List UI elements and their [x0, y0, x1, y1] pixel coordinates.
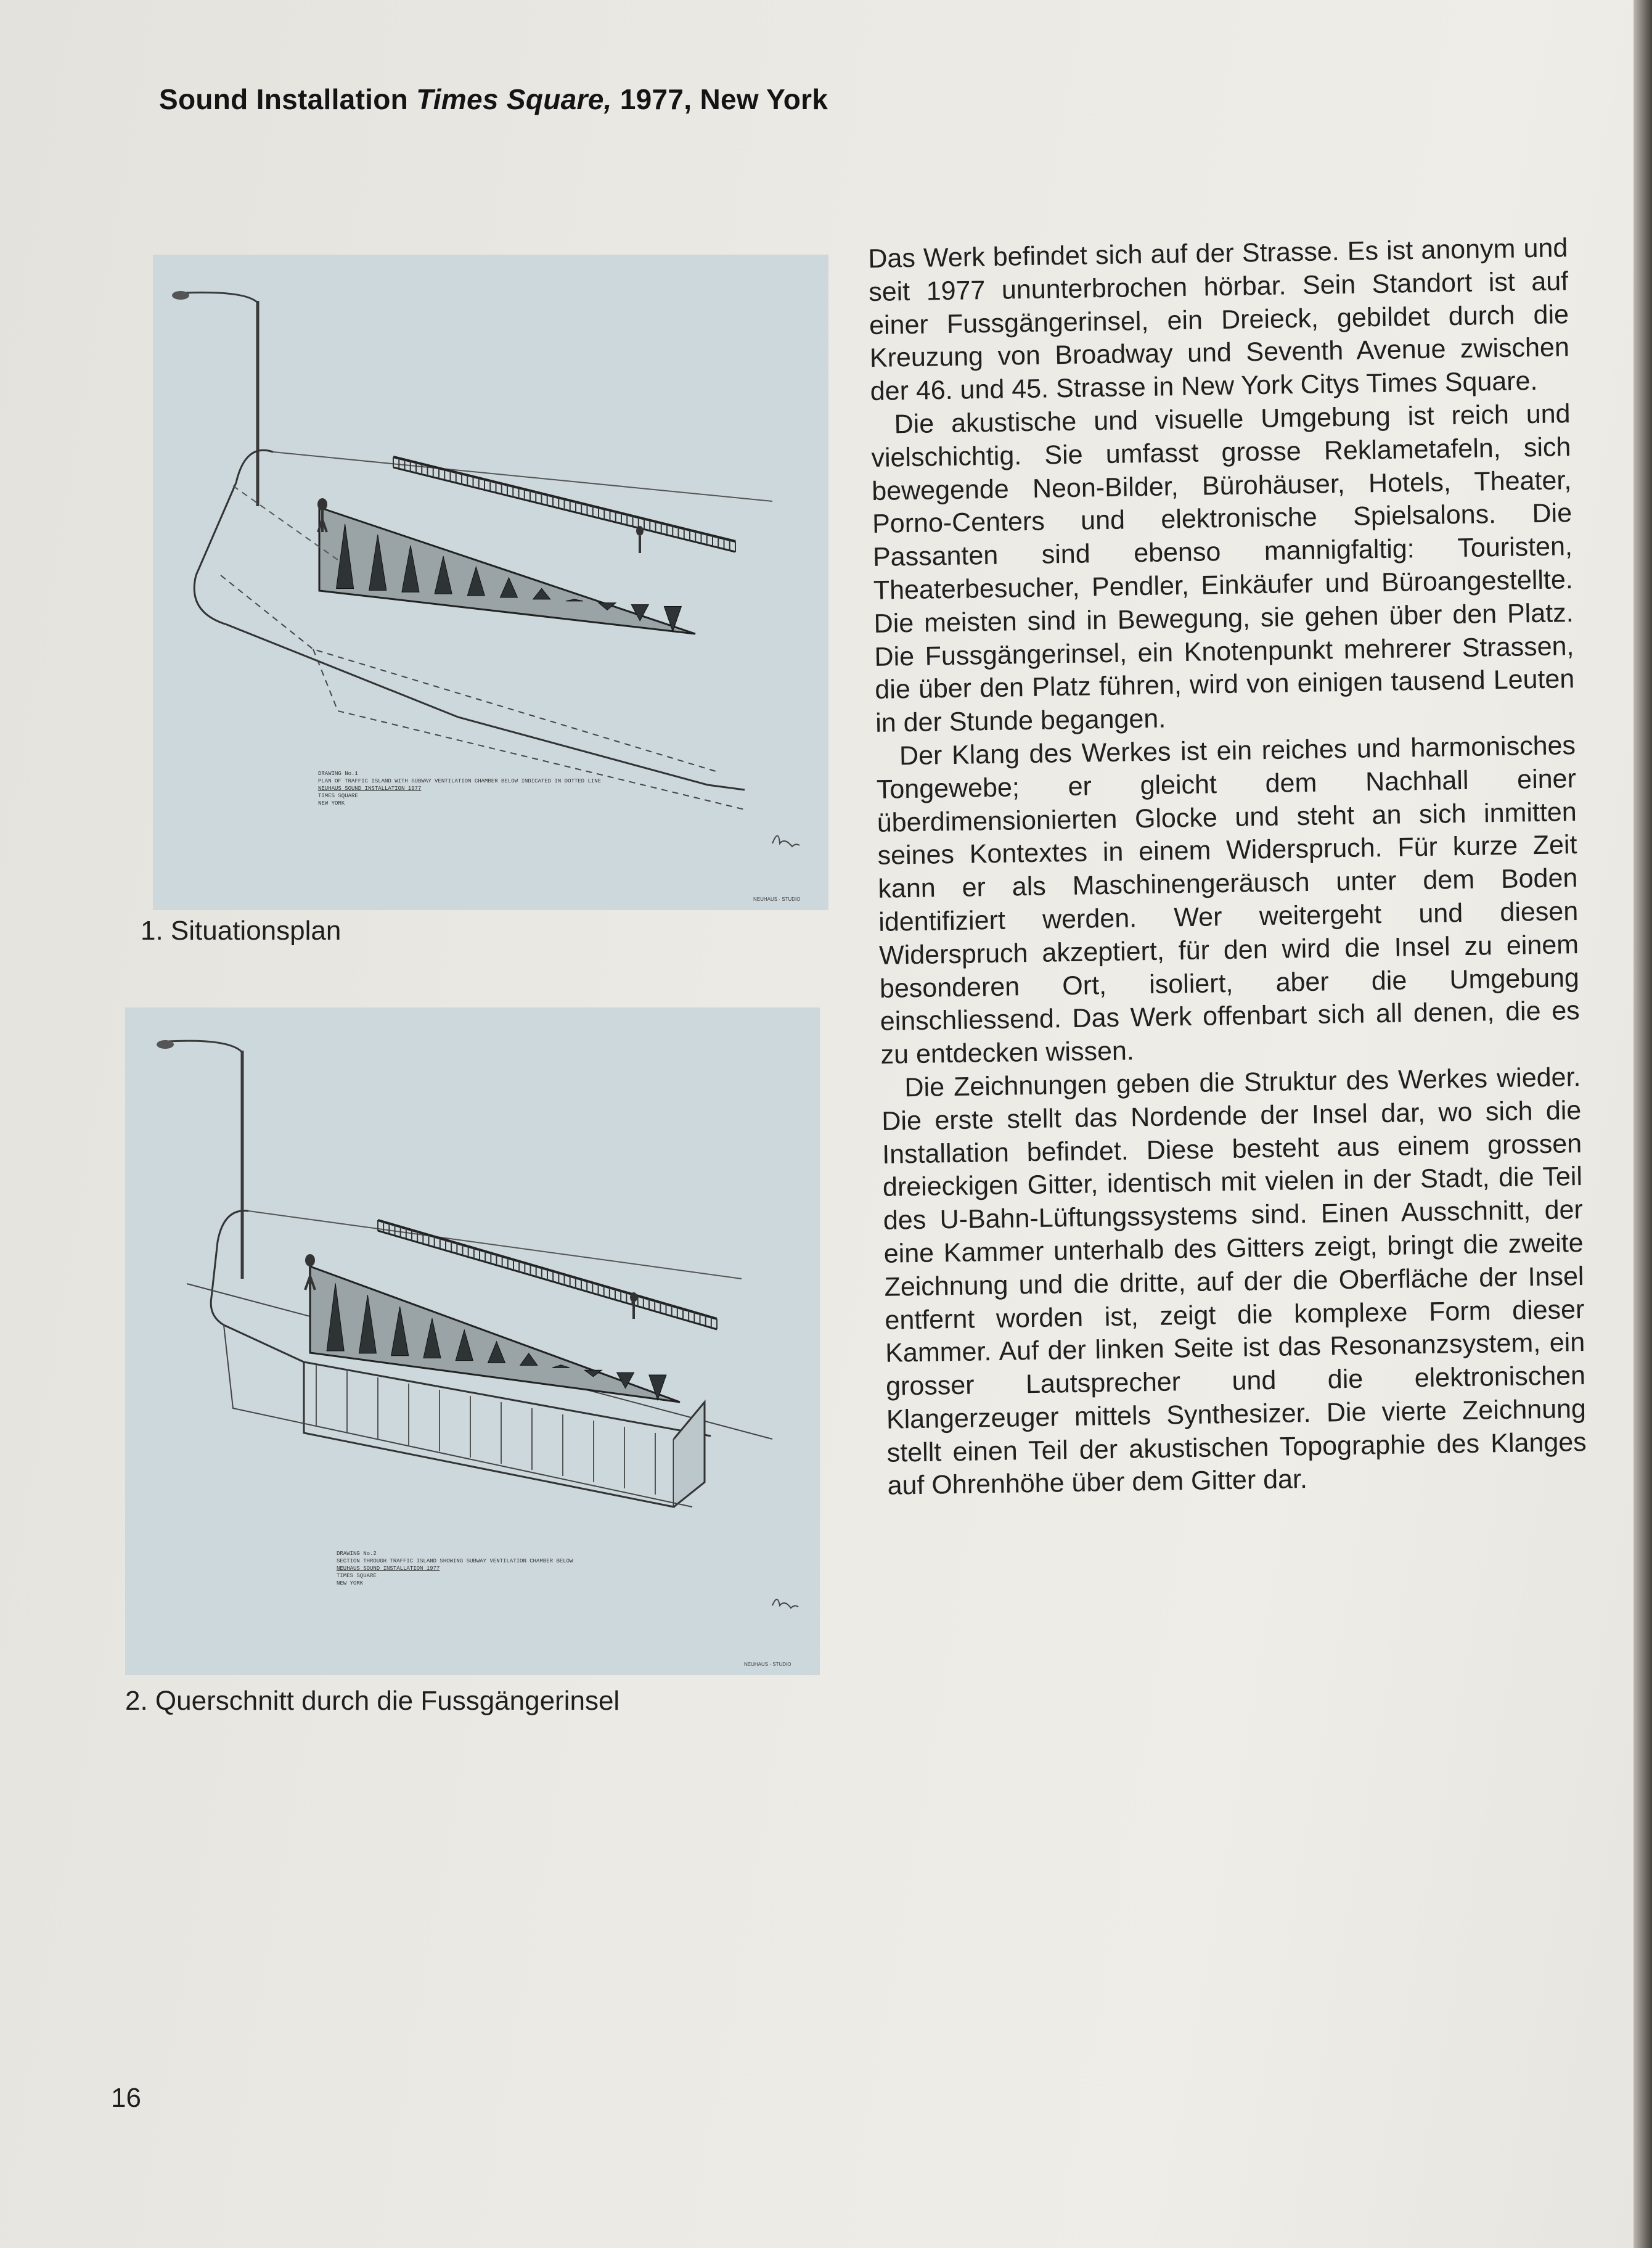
svg-text:NEUHAUS · STUDIO: NEUHAUS · STUDIO — [753, 896, 801, 902]
figure-situation-plan — [153, 255, 828, 910]
page-number: 16 — [111, 2083, 141, 2113]
drawing-label-line: NEUHAUS SOUND INSTALLATION 1977 — [318, 786, 422, 792]
drawing-label-line: TIMES SQUARE — [318, 793, 358, 799]
page-edge-shadow — [1634, 0, 1652, 2248]
drawing-label-line: NEUHAUS SOUND INSTALLATION 1977 — [337, 1565, 440, 1572]
drawing-label-block — [318, 770, 601, 807]
title-italic: Times Square, — [416, 83, 612, 115]
drawing-label-block — [337, 1550, 573, 1587]
title-prefix: Sound Installation — [159, 83, 417, 115]
drawing-label-line: SECTION THROUGH TRAFFIC ISLAND SHOWING SUBWAY VENTILATION CHAMBER BELOW — [337, 1558, 573, 1564]
drawing-label-line: DRAWING No.2 — [337, 1551, 377, 1557]
page-title — [159, 83, 828, 116]
drawing-label-line: PLAN OF TRAFFIC ISLAND WITH SUBWAY VENTILATION CHAMBER BELOW INDICATED IN DOTTED LINE — [318, 778, 602, 784]
figure-cross-section — [125, 1007, 820, 1675]
title-suffix: 1977, New York — [611, 83, 828, 115]
svg-text:NEUHAUS · STUDIO: NEUHAUS · STUDIO — [744, 1662, 791, 1667]
situation-plan-drawing — [153, 255, 828, 910]
drawing-label-line: TIMES SQUARE — [337, 1573, 377, 1579]
body-text-column — [868, 232, 1587, 1503]
body-paragraph: Das Werk befindet sich auf der Strasse. Es ist anonym und seit 1977 ununterbrochen hörbar. Sein Standort ist auf einer Fussgängerinsel, ein Dreieck, gebildet durch die Kreuzung von Broadway und Seventh Avenue zwischen der 46. und 45. Strasse in New York Citys Times Square. — [868, 233, 1570, 407]
figure-1-caption: 1. Situationsplan — [141, 916, 341, 946]
body-paragraph: Die akustische und visuelle Umgebung ist reich und vielschichtig. Sie umfasst grosse Reklametafeln, sich bewegende Neon-Bilder, Bürohäuser, Hotels, Theater, Porno-Centers und elektronische Spielsalons. Die Passanten sind ebenso mannigfaltig: Touristen, Theaterbesucher, Pendler, Einkäufer und Büroangestellte. Die meisten sind in Bewegung, sie gehen über den Platz. Die Fussgängerinsel, ein Knotenpunkt mehrerer Strassen, die über den Platz führen, wird von einigen tausend Leuten in der Stunde begangen. — [871, 399, 1575, 739]
drawing-label-line: NEW YORK — [337, 1580, 364, 1586]
figure-2-caption: 2. Querschnitt durch die Fussgängerinsel — [125, 1686, 620, 1716]
drawing-label-line: NEW YORK — [318, 800, 345, 806]
drawing-label-line: DRAWING No.1 — [318, 771, 358, 777]
body-paragraph: Der Klang des Werkes ist ein reiches und harmonisches Tongewebe; er gleicht dem Nachhall einer überdimensionierten Glocke und steht an sich inmitten seines Kontextes in einem Widerspruch. Für kurze Zeit kann er als Maschinengeräusch unter dem Boden identifiziert werden. Wer weitergeht und diesen Widerspruch akzeptiert, für den wird die Insel zu einem besonderen Ort, isoliert, aber die Umgebung einschliessend. Das Werk offenbart sich all denen, die es zu entdecken wissen. — [876, 731, 1580, 1070]
body-paragraph: Die Zeichnungen geben die Struktur des Werkes wieder. Die erste stellt das Nordende der Insel dar, wo sich die Installation befindet. Diese besteht aus einem grossen dreieckigen Gitter, identisch mit vielen in der Stadt, die Teil des U-Bahn-Lüftungssystems sind. Einen Ausschnitt, der eine Kammer unterhalb des Gitters zeigt, bringt die zweite Zeichnung und die dritte, auf der die Oberfläche der Insel entfernt worden ist, zeigt die komplexe Form dieser Kammer. Auf der linken Seite ist das Resonanzsystem, ein grosser Lautsprecher und die elektronischen Klangerzeuger mittels Synthesizer. Die vierte Zeichnung stellt einen Teil der akustischen Topographie des Klanges auf Ohrenhöhe über dem Gitter dar. — [881, 1062, 1587, 1501]
